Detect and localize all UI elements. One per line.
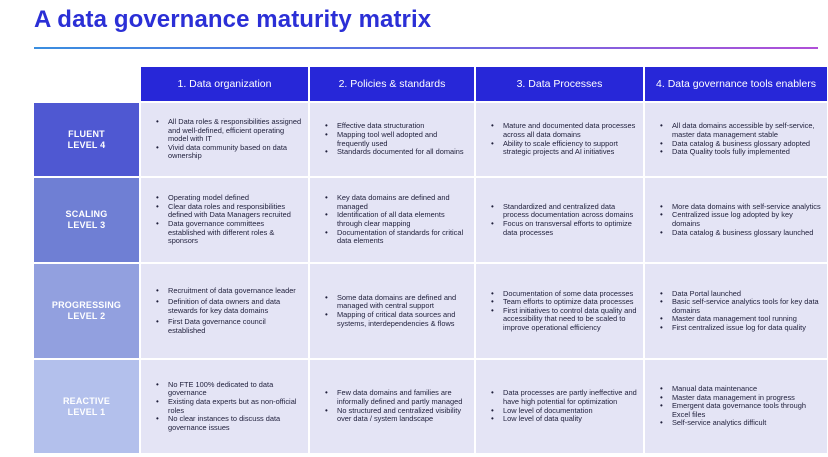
matrix-cell-scaling-data-organization — [141, 178, 308, 262]
bullet-list — [490, 203, 637, 237]
bullet-item: • Documentation of some data processes — [490, 290, 637, 299]
bullet-item: • Low level of data quality — [490, 415, 637, 424]
bullet-item: • Centralized issue log adopted by key domains — [659, 211, 821, 228]
bullet-list — [490, 122, 637, 156]
bullet-item: • Few data domains and families are informally defined and partly managed — [324, 389, 468, 406]
bullet-item: • Recruitment of data governance leader — [155, 287, 302, 296]
title-divider — [34, 47, 818, 49]
level-name: SCALING — [65, 209, 108, 219]
bullet-list — [324, 122, 468, 156]
bullet-item: • Basic self-service analytics tools for key data domains — [659, 298, 821, 315]
bullet-item: • No clear instances to discuss data governance issues — [155, 415, 302, 432]
matrix-cell-scaling-tools-enablers — [645, 178, 827, 262]
bullet-item: • First initiatives to control data quality and accessibility that need to be scaled to improve operational efficiency — [490, 307, 637, 333]
bullet-item: • Key data domains are defined and managed — [324, 194, 468, 211]
bullet-item: • Master data management in progress — [659, 394, 821, 403]
bullet-item: • Standards documented for all domains — [324, 148, 468, 157]
bullet-item: • Mapping tool well adopted and frequently used — [324, 131, 468, 148]
page-title: A data governance maturity matrix — [34, 6, 432, 33]
level-number: LEVEL 2 — [67, 311, 106, 321]
bullet-list — [659, 203, 821, 237]
matrix-cell-reactive-policies-standards — [310, 360, 474, 453]
matrix-cell-fluent-tools-enablers — [645, 103, 827, 176]
bullet-item: • Vivid data community based on data ownership — [155, 144, 302, 161]
bullet-item: • Documentation of standards for critical data elements — [324, 229, 468, 246]
bullet-item: • Definition of data owners and data stewards for key data domains — [155, 298, 302, 315]
bullet-list — [324, 194, 468, 246]
column-header-data-processes: 3. Data Processes — [476, 67, 643, 101]
bullet-item: • Identification of all data elements through clear mapping — [324, 211, 468, 228]
bullet-item: • Some data domains are defined and managed with central support — [324, 294, 468, 311]
matrix-cell-progressing-data-organization — [141, 264, 308, 358]
level-number: LEVEL 4 — [67, 139, 106, 150]
bullet-item: • Ability to scale efficiency to support strategic projects and AI initiatives — [490, 140, 637, 157]
column-header-data-organization: 1. Data organization — [141, 67, 308, 101]
bullet-item: • Existing data experts but as non-official roles — [155, 398, 302, 415]
bullet-item: • Team efforts to optimize data processes — [490, 298, 637, 307]
bullet-item: • Manual data maintenance — [659, 385, 821, 394]
bullet-item: • All Data roles & responsibilities assigned and well-defined, efficient operating model with IT — [155, 118, 302, 144]
level-label-fluent — [34, 103, 139, 176]
matrix-cell-progressing-data-processes — [476, 264, 643, 358]
column-header-policies-standards: 2. Policies & standards — [310, 67, 474, 101]
column-header-tools-enablers: 4. Data governance tools enablers — [645, 67, 827, 101]
bullet-item: • Mapping of critical data sources and systems, interdependencies & flows — [324, 311, 468, 328]
bullet-list — [155, 194, 302, 246]
maturity-matrix — [141, 67, 821, 445]
bullet-item: • No FTE 100% dedicated to data governance — [155, 381, 302, 398]
level-label-scaling — [34, 178, 139, 262]
bullet-item: • Master data management tool running — [659, 315, 821, 324]
matrix-cell-reactive-data-organization — [141, 360, 308, 453]
bullet-item: • Self-service analytics difficult — [659, 419, 821, 428]
bullet-item: • Data catalog & business glossary adopted — [659, 140, 821, 149]
bullet-list — [155, 381, 302, 433]
bullet-item: • Data catalog & business glossary launched — [659, 229, 821, 238]
bullet-item: • Low level of documentation — [490, 407, 637, 416]
bullet-list — [659, 290, 821, 333]
matrix-cell-fluent-policies-standards — [310, 103, 474, 176]
level-name: FLUENT — [68, 128, 105, 139]
matrix-cell-progressing-policies-standards — [310, 264, 474, 358]
matrix-cell-progressing-tools-enablers — [645, 264, 827, 358]
bullet-item: • No structured and centralized visibility over data / system landscape — [324, 407, 468, 424]
bullet-item: • Data governance committees established with different roles & sponsors — [155, 220, 302, 246]
bullet-list — [324, 294, 468, 328]
bullet-list — [324, 389, 468, 423]
matrix-cell-scaling-policies-standards — [310, 178, 474, 262]
bullet-item: • All data domains accessible by self-service, master data management stable — [659, 122, 821, 139]
level-number: LEVEL 3 — [67, 220, 106, 230]
bullet-list — [659, 122, 821, 156]
level-name: PROGRESSING — [51, 300, 122, 310]
matrix-cell-reactive-tools-enablers — [645, 360, 827, 453]
matrix-cell-fluent-data-processes — [476, 103, 643, 176]
matrix-cell-reactive-data-processes — [476, 360, 643, 453]
level-name: REACTIVE — [62, 395, 111, 406]
bullet-item: • First centralized issue log for data quality — [659, 324, 821, 333]
bullet-item: • Effective data structuration — [324, 122, 468, 131]
bullet-item: • Operating model defined — [155, 194, 302, 203]
bullet-item: • Data processes are partly ineffective and have high potential for optimization — [490, 389, 637, 406]
level-label-progressing — [34, 264, 139, 358]
bullet-list — [659, 385, 821, 428]
bullet-item: • First Data governance council established — [155, 318, 302, 335]
level-number: LEVEL 1 — [67, 406, 106, 417]
bullet-list — [155, 287, 302, 336]
matrix-cell-scaling-data-processes — [476, 178, 643, 262]
bullet-item: • Mature and documented data processes across all data domains — [490, 122, 637, 139]
bullet-list — [490, 290, 637, 333]
level-labels — [34, 103, 139, 453]
bullet-list — [155, 118, 302, 161]
bullet-item: • Emergent data governance tools through Excel files — [659, 402, 821, 419]
bullet-item: • Data Portal launched — [659, 290, 821, 299]
bullet-item: • Focus on transversal efforts to optimize data processes — [490, 220, 637, 237]
matrix-cell-fluent-data-organization — [141, 103, 308, 176]
bullet-item: • More data domains with self-service analytics — [659, 203, 821, 212]
level-label-reactive — [34, 360, 139, 453]
bullet-item: • Data Quality tools fully implemented — [659, 148, 821, 157]
bullet-item: • Clear data roles and responsibilities defined with Data Managers recruited — [155, 203, 302, 220]
bullet-list — [490, 389, 637, 423]
bullet-item: • Standardized and centralized data process documentation across domains — [490, 203, 637, 220]
